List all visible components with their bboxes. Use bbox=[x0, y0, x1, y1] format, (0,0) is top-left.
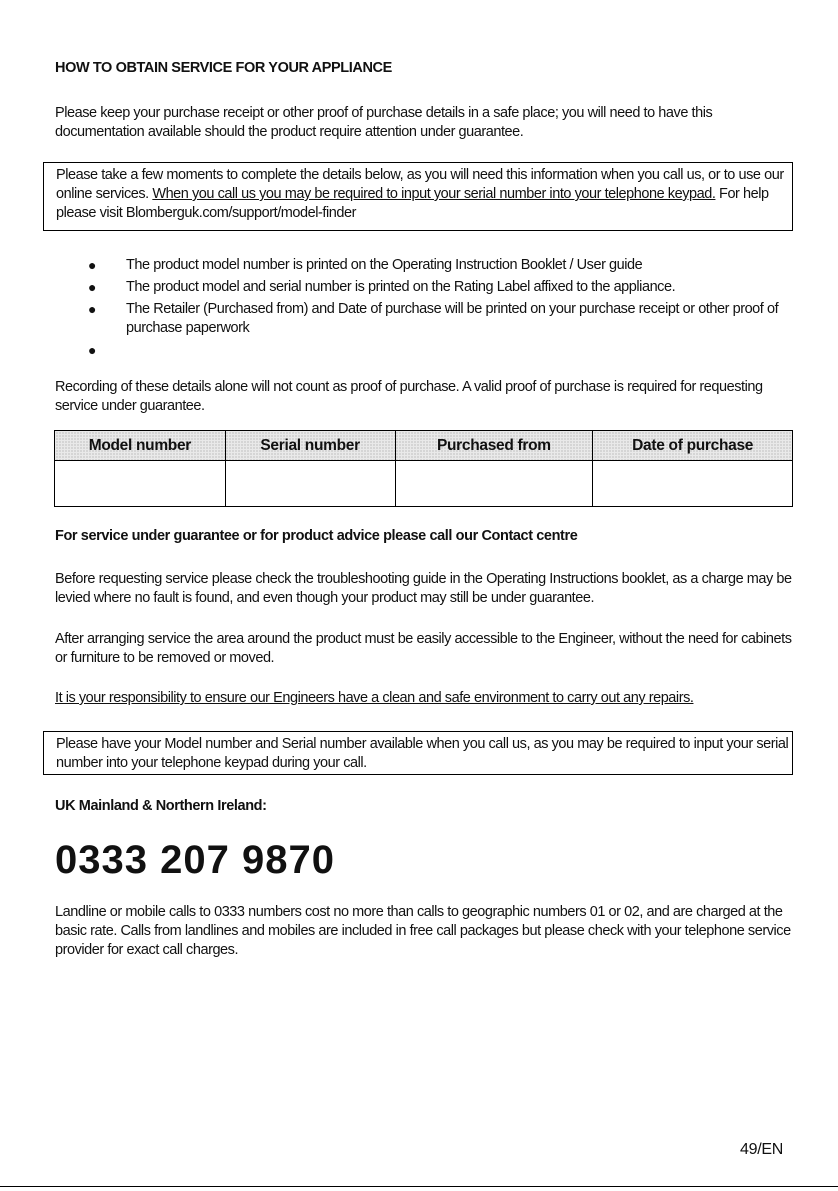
call-box-text: Please have your Model number and Serial number available when you call us, as you may be required to input your serial number into your telephone keypad during your call. bbox=[56, 736, 789, 771]
details-text-after: For help please visit Blomberguk.com/support/model-finder bbox=[56, 186, 769, 221]
access-paragraph: After arranging service the area around the product must be easily accessible to the Engineer, without the need for cabinets or furniture to be removed or moved. bbox=[55, 631, 792, 666]
phone-number: 0333 207 9870 bbox=[55, 838, 335, 882]
recording-note: Recording of these details alone will not count as proof of purchase. A valid proof of purchase is required for requesting service under guarantee. bbox=[55, 379, 763, 414]
details-text-before: Please take a few moments to complete the details below, as you will need this information when you call us, or to use our online services. bbox=[56, 167, 784, 202]
details-box-text bbox=[56, 166, 791, 223]
details-underlined-text: When you call us you may be required to input your serial number into your telephone keypad. bbox=[152, 186, 716, 202]
intro-paragraph: Please keep your purchase receipt or other proof of purchase details in a safe place; you will need to have this documentation available should the product require attention under guarantee. bbox=[55, 105, 713, 140]
troubleshooting-paragraph: Before requesting service please check the troubleshooting guide in the Operating Instructions booklet, as a charge may be levied where no fault is found, and even though your product may still be under guarantee. bbox=[55, 571, 792, 606]
bullet-icon: ● bbox=[88, 257, 97, 273]
bullet-icon: ● bbox=[88, 301, 97, 317]
responsibility-note: It is your responsibility to ensure our Engineers have a clean and safe environment to carry out any repairs. bbox=[55, 690, 694, 706]
header-date-of-purchase: Date of purchase bbox=[593, 431, 793, 461]
region-heading: UK Mainland & Northern Ireland: bbox=[55, 798, 267, 814]
registration-table bbox=[54, 430, 793, 507]
list-item bbox=[88, 341, 788, 360]
header-serial-number: Serial number bbox=[225, 431, 395, 461]
bullet-icon: ● bbox=[88, 279, 97, 295]
bottom-rule bbox=[0, 1186, 838, 1187]
cell-serial-number bbox=[225, 461, 395, 507]
list-item: ● The product model number is printed on the Operating Instruction Booklet / User guide bbox=[88, 257, 643, 273]
cell-purchased-from bbox=[395, 461, 593, 507]
heading-contact: For service under guarantee or for product advice please call our Contact centre bbox=[55, 528, 578, 544]
list-item: ● The Retailer (Purchased from) and Date of purchase will be printed on your purchase receipt or other proof of purchase paperwork bbox=[88, 301, 779, 336]
call-box bbox=[43, 731, 793, 775]
details-box bbox=[43, 162, 793, 231]
bullet-icon: ● bbox=[88, 342, 97, 358]
info-bullet-list bbox=[88, 256, 788, 363]
cell-model-number bbox=[55, 461, 226, 507]
header-purchased-from: Purchased from bbox=[395, 431, 593, 461]
call-charges-paragraph: Landline or mobile calls to 0333 numbers cost no more than calls to geographic numbers 01 or 02, and are charged at the basic rate. Calls from landlines and mobiles are included in free call packages but please check with your telephone service provider for exact call charges. bbox=[55, 904, 791, 958]
list-item: ● The product model and serial number is printed on the Rating Label affixed to the appliance. bbox=[88, 279, 676, 295]
page-number: 49/EN bbox=[740, 1141, 783, 1158]
heading-service: HOW TO OBTAIN SERVICE FOR YOUR APPLIANCE bbox=[55, 60, 392, 76]
cell-date-of-purchase bbox=[593, 461, 793, 507]
header-model-number: Model number bbox=[55, 431, 226, 461]
